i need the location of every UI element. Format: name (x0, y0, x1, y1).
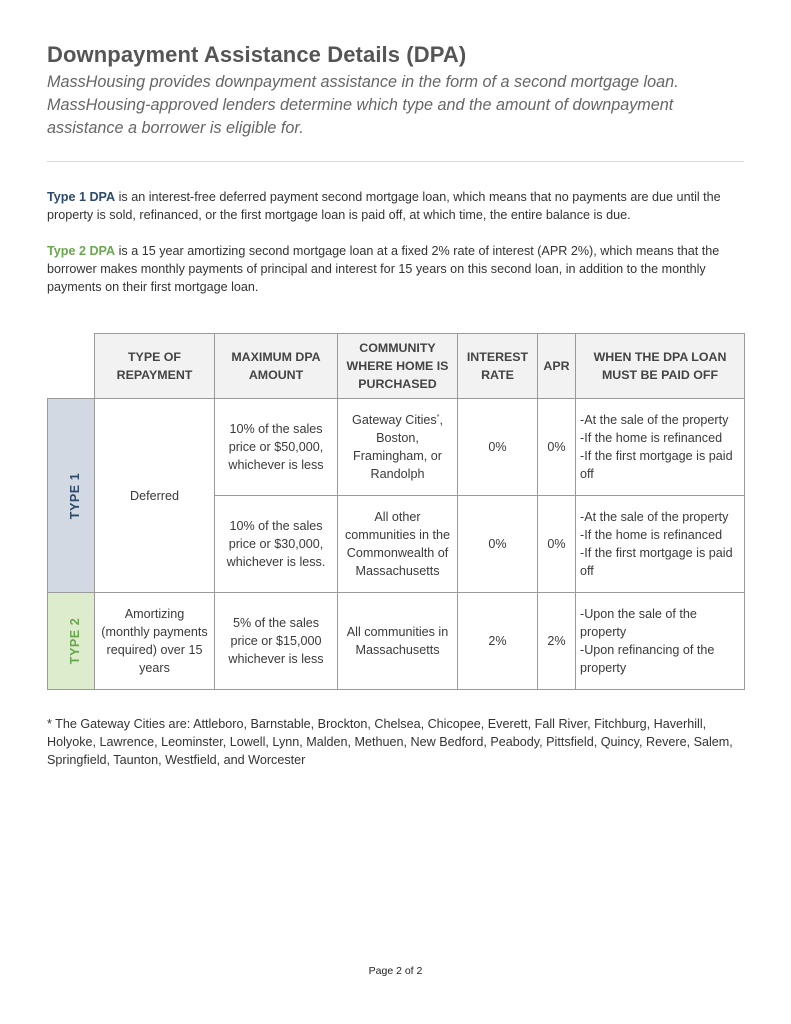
type2-label: Type 2 DPA (47, 244, 116, 258)
type1-vertical-label: TYPE 1 (68, 472, 83, 519)
payoff-line: -If the first mortgage is paid off (580, 546, 733, 578)
payoff-line: -Upon refinancing of the property (580, 643, 715, 675)
header-blank-cell (48, 334, 95, 399)
page-number: Page 2 of 2 (368, 965, 423, 977)
type1-row1-max-amount: 10% of the sales price or $50,000, whichever is less (215, 399, 338, 496)
header-repayment: TYPE OF REPAYMENT (95, 334, 215, 399)
type1-description (47, 188, 744, 224)
header-apr: APR (538, 334, 576, 399)
type1-row2-community: All other communities in the Commonwealth of Massachusetts (338, 496, 458, 593)
page-subtitle: MassHousing provides downpayment assistance in the form of a second mortgage loan. MassHousing-approved lenders determine which type and the amount of downpayment assistance a borrower is eligible for. (47, 73, 679, 137)
type2-vertical-label: TYPE 2 (68, 617, 83, 665)
payoff-line: -Upon the sale of the property (580, 607, 697, 639)
type2-community: All communities in Massachusetts (338, 593, 458, 690)
type1-row1-payoff (576, 399, 745, 496)
type2-repayment: Amortizing (monthly payments required) over 15 years (95, 593, 215, 690)
type2-payoff (576, 593, 745, 690)
type2-text: is a 15 year amortizing second mortgage loan at a fixed 2% rate of interest (APR 2%), which means that the borrower makes monthly payments of principal and interest for 15 years on this second loan, in addition to the monthly payments on their first mortgage loan. (47, 244, 720, 294)
dpa-table (47, 333, 745, 690)
type1-row1-community (338, 399, 458, 496)
header-payoff: WHEN THE DPA LOAN MUST BE PAID OFF (576, 334, 745, 399)
gateway-cities-footnote: * The Gateway Cities are: Attleboro, Barnstable, Brockton, Chelsea, Chicopee, Everett, Fall River, Fitchburg, Haverhill, Holyoke, Lawrence, Leominster, Lowell, Lynn, Malden, Methuen, New Bedford, Peabody, Pittsfield, Quincy, Revere, Salem, Springfield, Taunton, Westfield, and Worcester (47, 717, 733, 767)
type1-row1-apr: 0% (538, 399, 576, 496)
table-header-row (48, 334, 745, 399)
type2-label-cell (48, 593, 95, 690)
page-content (47, 40, 744, 296)
type1-row2-apr: 0% (538, 496, 576, 593)
table-row (48, 399, 745, 496)
payoff-line: -At the sale of the property (580, 413, 729, 427)
payoff-line: -If the first mortgage is paid off (580, 449, 733, 481)
type1-row1-interest: 0% (458, 399, 538, 496)
type1-row2-interest: 0% (458, 496, 538, 593)
header-community: COMMUNITY WHERE HOME IS PURCHASED (338, 334, 458, 399)
type1-label-cell (48, 399, 95, 593)
community-text: , Boston, Framingham, or Randolph (353, 413, 443, 481)
payoff-line: -If the home is refinanced (580, 431, 723, 445)
type2-apr: 2% (538, 593, 576, 690)
header-max-amount: MAXIMUM DPA AMOUNT (215, 334, 338, 399)
type1-row2-max-amount: 10% of the sales price or $30,000, whichever is less. (215, 496, 338, 593)
header-interest-rate: INTEREST RATE (458, 334, 538, 399)
type2-max-amount: 5% of the sales price or $15,000 whichever is less (215, 593, 338, 690)
footnote-marker: * (436, 414, 440, 421)
payoff-line: -If the home is refinanced (580, 528, 723, 542)
page-title: Downpayment Assistance Details (DPA) (47, 42, 467, 67)
type2-description (47, 242, 744, 296)
type1-text: is an interest-free deferred payment second mortgage loan, which means that no payments are due until the property is sold, refinanced, or the first mortgage loan is paid off, at which time, the entire balance is due. (47, 190, 721, 222)
type1-row2-payoff (576, 496, 745, 593)
payoff-line: -At the sale of the property (580, 510, 729, 524)
table-row (48, 593, 745, 690)
type1-label: Type 1 DPA (47, 190, 116, 204)
community-text: Gateway Cities (352, 413, 437, 427)
type1-repayment: Deferred (95, 399, 215, 593)
divider (47, 161, 744, 162)
type2-interest: 2% (458, 593, 538, 690)
